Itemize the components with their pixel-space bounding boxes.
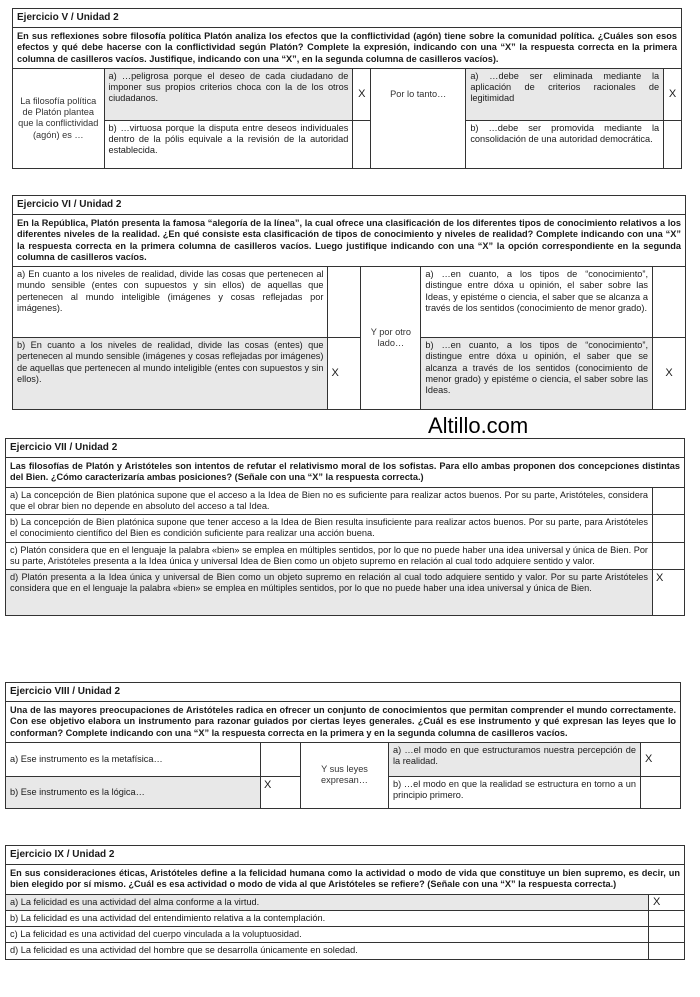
justification-a[interactable]: a) …debe ser eliminada mediante la aplicación de criterios racionales de legitimidad (466, 68, 664, 120)
exercise-title: Ejercicio VI / Unidad 2 (13, 196, 686, 215)
option-d[interactable]: d) Platón presenta a la Idea única y universal de Bien como un objeto supremo en relación al cual todo adquiere sentido y valor. Por su parte Aristóteles considera que en el lenguaje la palabra «bien» se emplea en múltiples sentidos, por lo que no puede haber una idea universal y única de Bien. (6, 569, 653, 615)
option-a[interactable]: a) …peligrosa porque el deseo de cada ciudadano de imponer sus propios criterios choca con la de los otros ciudadanos. (104, 68, 353, 120)
answer-box-c[interactable] (649, 927, 685, 943)
justification-a[interactable]: a) …en cuanto, a los tipos de “conocimiento”, distingue entre dóxa u opinión, el saber sobre las Ideas, y epistéme o ciencia, el saber que se alcanza a través de los sentidos (conocimiento de menor grado). (421, 267, 653, 338)
option-c[interactable]: c) Platón considera que en el lenguaje la palabra «bien» se emplea en múltiples sentidos, por lo que no puede haber una idea universal y única de Bien. Por su parte, Aristóteles presenta a la Idea única y universal Idea de Bien como un objeto supremo en relación al cual todo adquiere sentido y valor. (6, 542, 653, 569)
exercise-prompt: En sus consideraciones éticas, Aristóteles define a la felicidad humana como la actividad o modo de vida que constituye un bien supremo, es decir, un bien elegido por sí mismo. ¿Cuál es esa actividad o modo de vida al que Aristóteles se refiere? (Señale con una “X” la respuesta correcta.) (6, 865, 685, 894)
exercise-title: Ejercicio IX / Unidad 2 (6, 846, 685, 865)
option-b[interactable]: b) Ese instrumento es la lógica… (6, 776, 261, 808)
answer-box-b[interactable]: X (261, 776, 301, 808)
answer-box-a[interactable]: X (353, 68, 371, 120)
option-c[interactable]: c) La felicidad es una actividad del cuerpo vinculada a la voluptuosidad. (6, 927, 649, 943)
option-b[interactable]: b) …virtuosa porque la disputa entre deseos individuales dentro de la pólis equivale a la revisión de la autoridad establecida. (104, 120, 353, 168)
connector-label: Por lo tanto… (371, 68, 466, 168)
justification-b[interactable]: b) …el modo en que la realidad se estructura en torno a un principio primero. (389, 776, 641, 808)
exercise-prompt: Las filosofías de Platón y Aristóteles son intentos de refutar el relativismo moral de los sofistas. Para ello ambas proponen dos concepciones distintas del Bien. ¿Cómo caracterizaría ambas posiciones? (Señale con una “X” la respuesta correcta.) (6, 458, 685, 487)
option-b[interactable]: b) La felicidad es una actividad del entendimiento relativa a la contemplación. (6, 910, 649, 926)
justification-b[interactable]: b) …en cuanto, a los tipos de “conocimiento”, distingue entre dóxa u opinión, el saber que se alcanza a través de los sentidos (conocimiento de menor grado) y epistéme o ciencia, el saber sobre las Ideas. (421, 338, 653, 410)
option-b[interactable]: b) La concepción de Bien platónica supone que tener acceso a la Idea de Bien resulta insuficiente para realizar actos buenos. Por su parte, para Aristóteles el conocimiento científico del Bien es condición suficiente para realizar una acción buena. (6, 515, 653, 542)
option-d[interactable]: d) La felicidad es una actividad del hombre que se desarrolla únicamente en soledad. (6, 943, 649, 959)
connector-label: Y por otro lado… (361, 267, 421, 410)
answer-box-b[interactable] (649, 910, 685, 926)
answer-box-a[interactable] (261, 742, 301, 776)
option-a[interactable]: a) La concepción de Bien platónica supone que el acceso a la Idea de Bien no es suficiente para realizar actos buenos. Por su parte, Aristóteles, considera que el obrar bien no depende en absoluto del acceso a tal Idea. (6, 487, 653, 514)
exercise-prompt: En sus reflexiones sobre filosofía política Platón analiza los efectos que la conflictividad (agón) tiene sobre la comunidad política. ¿Cuáles son esos efectos y qué debe hacerse con la conflictividad según Platón? Complete la expresión, indicando con una “X” la respuesta correcta en la primera columna de casilleros vacíos. Justifique, indicando con una “X”, en la segunda columna de casilleros vacíos). (13, 28, 682, 69)
answer-box-b[interactable] (653, 515, 685, 542)
left-label: La filosofía política de Platón plantea que la conflictividad (agón) es … (13, 68, 105, 168)
exercise-title: Ejercicio VIII / Unidad 2 (6, 683, 681, 702)
answer-box-a[interactable]: X (649, 894, 685, 910)
exercise-prompt: Una de las mayores preocupaciones de Aristóteles radica en ofrecer un conjunto de conocimientos que permitan comprender el mundo correctamente. Con ese objetivo elabora un instrumento para razonar guiados por ciertas leyes generales. ¿Cuál es ese instrumento y qué expresan las leyes que lo conforman? Complete indicando con una “X” la respuesta correcta en la primera y en la segunda columna de casilleros vacíos. (6, 702, 681, 743)
option-a[interactable]: a) En cuanto a los niveles de realidad, divide las cosas que pertenecen al mundo sensible (entes con supuestos y sin ellos) de aquellas que pertenecen al mundo inteligible (imágenes y cosas reflejadas por imágenes). (13, 267, 328, 338)
justification-box-a[interactable]: X (641, 742, 681, 776)
answer-box-b[interactable]: X (328, 338, 361, 410)
exercise-9 (5, 845, 685, 960)
justification-a[interactable]: a) …el modo en que estructuramos nuestra percepción de la realidad. (389, 742, 641, 776)
answer-box-d[interactable]: X (653, 569, 685, 615)
answer-box-d[interactable] (649, 943, 685, 959)
answer-box-a[interactable] (653, 487, 685, 514)
exercise-8 (5, 682, 681, 809)
exercise-prompt: En la República, Platón presenta la famosa “alegoría de la línea”, la cual ofrece una clasificación de los diferentes tipos de conocimiento relativos a los diferentes niveles de la realidad. ¿En qué consiste esta clasificación de tipos de conocimiento y niveles de realidad? Complete indicando con una “X” la respuesta correcta en la primera columna de casilleros vacíos. Luego justifique indicando con una “X” la opción correspondiente en la segunda columna de casilleros vacíos. (13, 215, 686, 267)
exercise-title: Ejercicio V / Unidad 2 (13, 9, 682, 28)
exercise-7 (5, 438, 685, 616)
exercise-title: Ejercicio VII / Unidad 2 (6, 439, 685, 458)
answer-box-a[interactable] (328, 267, 361, 338)
answer-box-b[interactable] (353, 120, 371, 168)
justification-box-a[interactable]: X (664, 68, 682, 120)
justification-box-b[interactable] (641, 776, 681, 808)
option-a[interactable]: a) La felicidad es una actividad del alma conforme a la virtud. (6, 894, 649, 910)
option-b[interactable]: b) En cuanto a los niveles de realidad, divide las cosas (entes) que pertenecen al mundo sensible (imágenes y cosas reflejadas por imágenes) de aquellas que pertenecen al mundo inteligible (entes con supuestos y sin ellos). (13, 338, 328, 410)
justification-box-a[interactable] (653, 267, 686, 338)
justification-box-b[interactable]: X (653, 338, 686, 410)
exercise-5 (12, 8, 682, 169)
justification-box-b[interactable] (664, 120, 682, 168)
connector-label: Y sus leyes expresan… (301, 742, 389, 808)
exercise-6 (12, 195, 686, 410)
watermark: Altillo.com (428, 413, 529, 438)
answer-box-c[interactable] (653, 542, 685, 569)
option-a[interactable]: a) Ese instrumento es la metafísica… (6, 742, 261, 776)
justification-b[interactable]: b) …debe ser promovida mediante la consolidación de una autoridad democrática. (466, 120, 664, 168)
